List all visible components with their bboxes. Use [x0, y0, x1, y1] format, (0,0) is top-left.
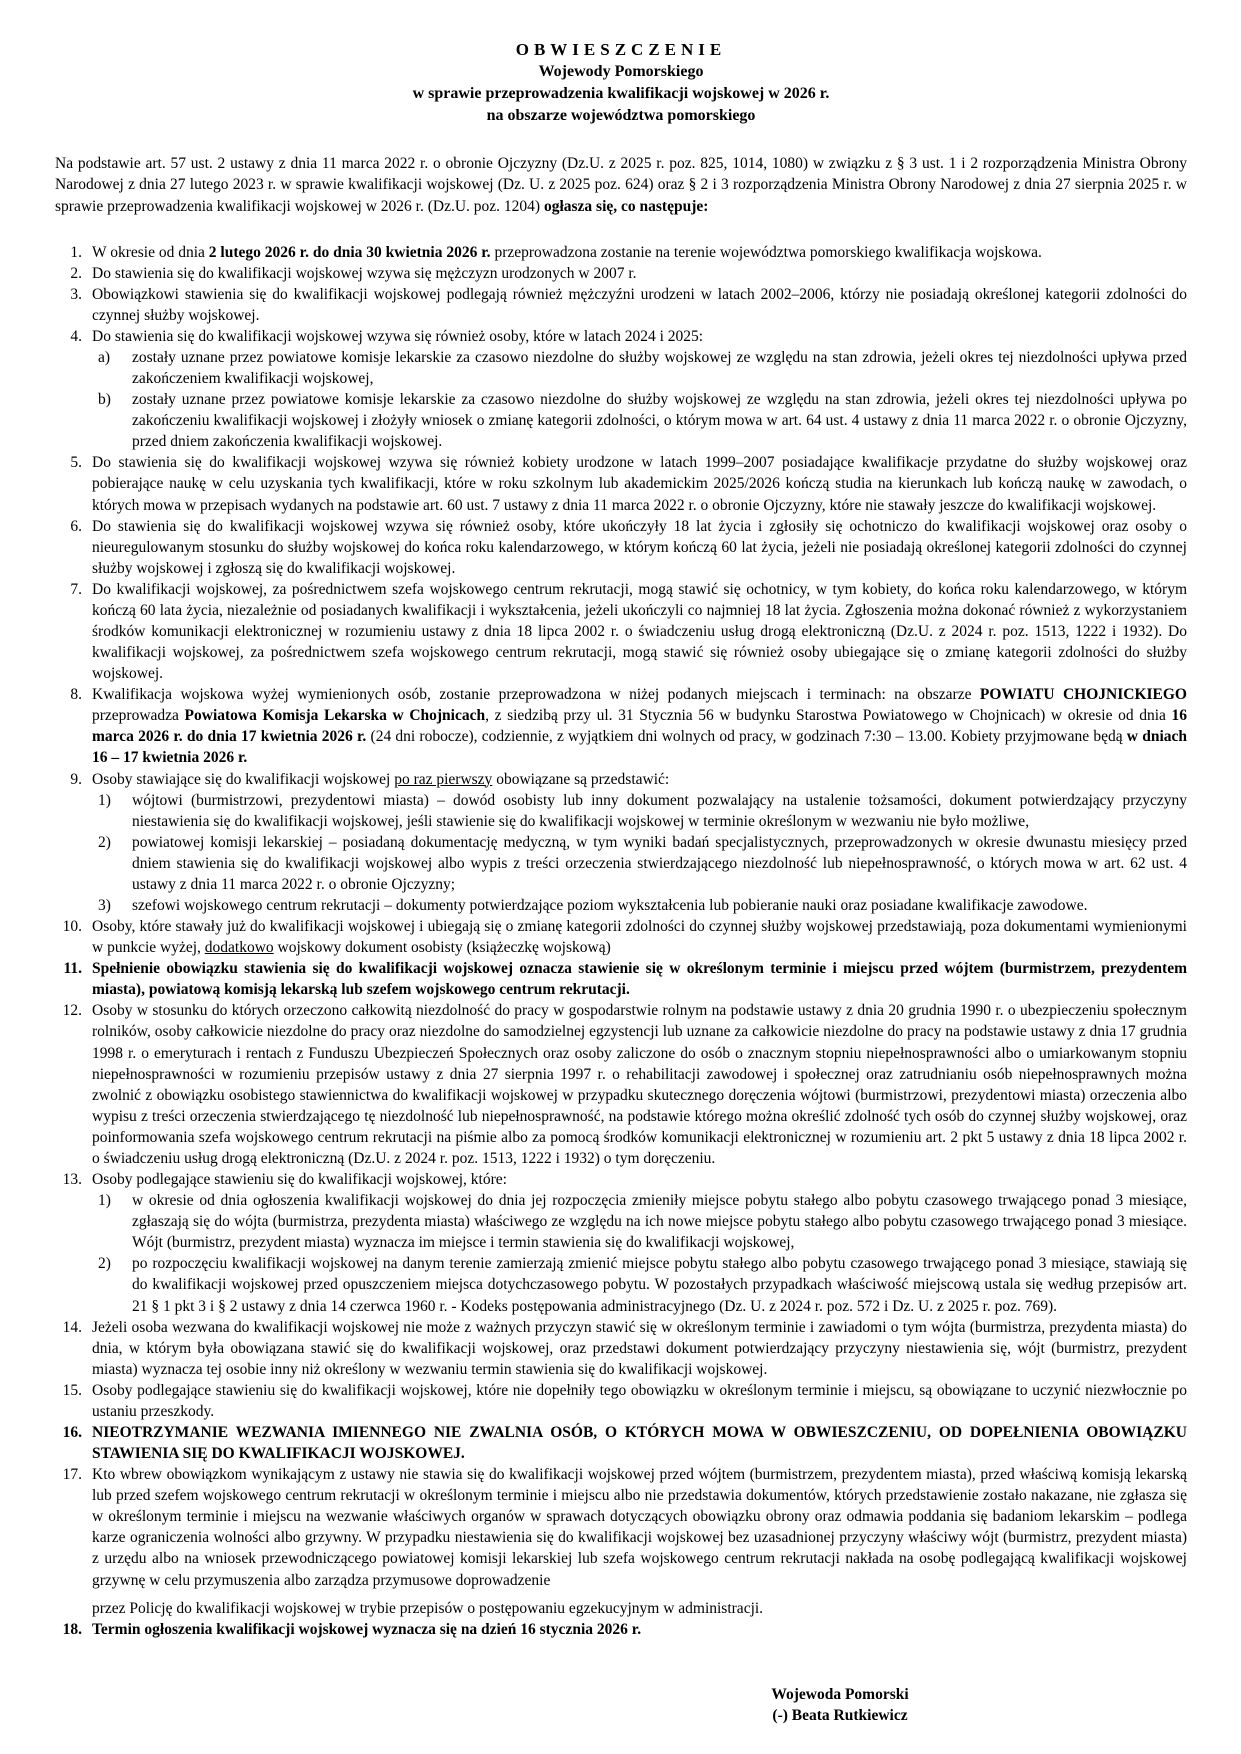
- document-subtitle-subject: w sprawie przeprowadzenia kwalifikacji wojskowej w 2026 r.: [412, 84, 830, 102]
- item-text: Osoby, które stawały już do kwalifikacji wojskowej i ubiegają się o zmianę kategorii zdolności do czynnej służby wojskowej przedstawiają, poza dokumentami wymienionymi w punkcie wyżej, dodatkowo wojskowy dokument osobisty (książeczkę wojskową): [92, 918, 1187, 957]
- item-text: Jeżeli osoba wezwana do kwalifikacji wojskowej nie może z ważnych przyczyn stawić się w określonym terminie i zawiadomi o tym wójta (burmistrza, prezydenta miasta) do dnia, w którym była obowiązana stawić się do kwalifikacji wojskowej, oraz przedstawi dokument potwierdzający przyczyny niestawienia się, wójt (burmistrz, prezydent miasta) wyznacza tej osobie inny niż określony w wezwaniu termin stawienia się do kwalifikacji wojskowej.: [92, 1318, 1187, 1378]
- item-text: Do stawienia się do kwalifikacji wojskowej wzywa się mężczyzn urodzonych w 2007 r.: [92, 264, 637, 282]
- list-item: [55, 516, 1187, 579]
- sub-item-number: b): [98, 391, 111, 409]
- sub-item-text: powiatowej komisji lekarskiej – posiadaną dokumentację medyczną, w tym wyniki badań specjalistycznych, przeprowadzonych w okresie dwunastu miesięcy przed dniem stawienia się do kwalifikacji wojskowej albo wypis z treści orzeczenia stwierdzającego niezdolność lub niepełnosprawność, o których mowa w art. 62 ust. 4 ustawy z dnia 11 marca 2022 r. o obronie Ojczyzny;: [132, 833, 1187, 893]
- item-number: 3.: [70, 285, 82, 303]
- item-number: 15.: [62, 1381, 82, 1399]
- sub-item: [92, 1253, 1187, 1316]
- sub-item-number: 2): [98, 833, 111, 851]
- item-number: 5.: [70, 454, 82, 472]
- list-item: [55, 769, 1187, 917]
- list-item: [55, 684, 1187, 768]
- sub-item: [92, 1190, 1187, 1253]
- item-number: 4.: [70, 327, 82, 345]
- item-number: 1.: [70, 243, 82, 261]
- item-text: Osoby stawiające się do kwalifikacji wojskowej po raz pierwszy obowiązane są przedstawić:: [92, 770, 670, 788]
- sub-item-text: zostały uznane przez powiatowe komisje lekarskie za czasowo niezdolne do służby wojskowej ze względu na stan zdrowia, jeżeli okres tej niezdolności upływa przed zakończeniem kwalifikacji wojskowej,: [132, 348, 1187, 388]
- list-item: [55, 579, 1187, 684]
- item-text: Do stawienia się do kwalifikacji wojskowej wzywa się również osoby, które ukończyły 18 lat życia i zgłosiły się ochotniczo do kwalifikacji wojskowej oraz osoby o nieuregulowanym stosunku do służby wojskowej do końca roku kalendarzowego, w którym kończą 60 lat życia, jeżeli nie posiadają określonej kategorii zdolności do czynnej służby wojskowej i zgłoszą się do kwalifikacji wojskowej.: [92, 517, 1187, 577]
- document-subtitle-area: na obszarze województwa pomorskiego: [486, 106, 756, 124]
- item-text: Osoby w stosunku do których orzeczono całkowitą niezdolność do pracy w gospodarstwie rolnym na podstawie ustawy z dnia 20 grudnia 1990 r. o ubezpieczeniu społecznym rolników, osoby całkowicie niezdolne do pracy oraz niezdolne do samodzielnej egzystencji lub uznane za całkowicie niezdolne do pracy na podstawie ustawy z dnia 17 grudnia 1998 r. o emeryturach i rentach z Funduszu Ubezpieczeń Społecznych oraz osoby zaliczone do osób o znacznym stopniu niepełnosprawności albo o umiarkowanym stopniu niepełnosprawności w rozumieniu przepisów ustawy z dnia 27 sierpnia 1997 r. o rehabilitacji zawodowej i społecznej oraz zatrudnianiu osób niepełnosprawnych można zwolnić z obowiązku osobistego stawiennictwa do kwalifikacji wojskowej w przypadku skutecznego doręczenia wójtowi (burmistrzowi, prezydentowi miasta) orzeczenia albo wypisu z treści orzeczenia stwierdzającego tę niezdolność lub niepełnosprawność, na podstawie którego można określić zdolność tych osób do czynnej służby wojskowej, oraz poinformowania szefa wojskowego centrum rekrutacji na piśmie albo za pomocą środków komunikacji elektronicznej w rozumieniu art. 2 pkt 5 ustawy z dnia 18 lipca 2002 r. o świadczeniu usług drogą elektroniczną (Dz.U. z 2024 r. poz. 1513, 1222 i 1932) o tym doręczeniu.: [92, 1002, 1187, 1167]
- sub-item-number: 1): [98, 1192, 111, 1210]
- item-number: 16.: [62, 1423, 82, 1441]
- item-number: 12.: [62, 1002, 82, 1020]
- item-text: Do stawienia się do kwalifikacji wojskowej wzywa się również osoby, które w latach 2024 i 2025:: [92, 327, 704, 345]
- item-text: Osoby podlegające stawieniu się do kwalifikacji wojskowej, które nie dopełniły tego obowiązku w określonym terminie i miejscu, są obowiązane to uczynić niezwłocznie po ustaniu przeszkody.: [92, 1381, 1187, 1420]
- document-title: OBWIESZCZENIE: [515, 40, 727, 59]
- list-item: [55, 284, 1187, 326]
- item-number: 9.: [70, 770, 82, 788]
- sub-item: [92, 389, 1187, 452]
- list-item: [55, 452, 1187, 515]
- sub-item: [92, 832, 1187, 895]
- list-item: [55, 1619, 1187, 1640]
- item-text: Do stawienia się do kwalifikacji wojskowej wzywa się również kobiety urodzone w latach 1999–2007 posiadające kwalifikacje przydatne do służby wojskowej oraz pobierające naukę w celu uzyskania tych kwalifikacji, które w roku szkolnym lub akademickim 2025/2026 kończą studia na kierunkach lub kończą naukę w zawodach, o których mowa w przepisach wydanych na podstawie art. 60 ust. 7 ustawy z dnia 11 marca 2022 r. o obronie Ojczyzny, które nie stawały jeszcze do kwalifikacji wojskowej.: [92, 454, 1187, 514]
- sub-item-text: szefowi wojskowego centrum rekrutacji – dokumenty potwierdzające poziom wykształcenia lub pobieranie nauki oraz posiadane kwalifikacje zawodowe.: [132, 897, 1088, 915]
- item-number: 2.: [70, 264, 82, 282]
- signature-block: [695, 1684, 985, 1726]
- sub-item-number: a): [98, 348, 111, 366]
- list-item: [55, 916, 1187, 958]
- item-number: 10.: [62, 918, 82, 936]
- document-header: [55, 38, 1187, 126]
- list-item: [55, 242, 1187, 263]
- item-text: NIEOTRZYMANIE WEZWANIA IMIENNEGO NIE ZWALNIA OSÓB, O KTÓRYCH MOWA W OBWIESZCZENIU, OD DOPEŁNIENIA OBOWIĄZKU STAWIENIA SIĘ DO KWALIFIKACJI WOJSKOWEJ.: [92, 1423, 1187, 1463]
- list-item: [55, 326, 1187, 452]
- list-item: [55, 958, 1187, 1000]
- sub-item-text: w okresie od dnia ogłoszenia kwalifikacji wojskowej do dnia jej rozpoczęcia zmieniły miejsce pobytu stałego albo pobytu czasowego trwającego ponad 3 miesiące, zgłaszają się do wójta (burmistrza, prezydenta miasta) właściwego ze względu na ich nowe miejsce pobytu stałego albo pobytu czasowego trwającego ponad 3 miesiące. Wójt (burmistrz, prezydent miasta) wyznacza im miejsce i termin stawienia się do kwalifikacji wojskowej,: [132, 1192, 1187, 1252]
- item-text: Termin ogłoszenia kwalifikacji wojskowej wyznacza się na dzień 16 stycznia 2026 r.: [92, 1620, 642, 1638]
- list-item: [55, 1380, 1187, 1422]
- signature-name: (-) Beata Rutkiewicz: [772, 1706, 908, 1724]
- intro-paragraph: Na podstawie art. 57 ust. 2 ustawy z dnia 11 marca 2022 r. o obronie Ojczyzny (Dz.U. z 2025 r. poz. 825, 1014, 1080) w związku z § 3 ust. 1 i 2 rozporządzenia Ministra Obrony Narodowej z dnia 27 lutego 2023 r. w sprawie kwalifikacji wojskowej (Dz. U. z 2025 poz. 624) oraz § 2 i 3 rozporządzenia Ministra Obrony Narodowej z dnia 27 sierpnia 2025 r. w sprawie przeprowadzenia kwalifikacji wojskowej w 2026 r. (Dz.U. poz. 1204) ogłasza się, co następuje:: [55, 155, 1187, 215]
- item-number: 6.: [70, 517, 82, 535]
- item-text: Obowiązkowi stawienia się do kwalifikacji wojskowej podlegają również mężczyźni urodzeni w latach 2002–2006, którzy nie posiadają określonej kategorii zdolności do czynnej służby wojskowej.: [92, 285, 1187, 324]
- sub-item-number: 3): [98, 897, 111, 915]
- list-item: [55, 1464, 1187, 1619]
- document-subtitle-authority: Wojewody Pomorskiego: [538, 63, 704, 81]
- list-item: [55, 263, 1187, 284]
- sub-item-text: wójtowi (burmistrzowi, prezydentowi miasta) – dowód osobisty lub inny dokument pozwalający na ustalenie tożsamości, dokument potwierdzający przyczyny niestawienia się do kwalifikacji wojskowej, jeśli stawienie się do kwalifikacji wojskowej w terminie określonym w wezwaniu nie było możliwe,: [132, 791, 1187, 830]
- sub-item: [92, 347, 1187, 389]
- list-item: [55, 1000, 1187, 1169]
- numbered-items-list: [55, 242, 1187, 1640]
- item-number: 8.: [70, 686, 82, 704]
- item-text: Do kwalifikacji wojskowej, za pośrednictwem szefa wojskowego centrum rekrutacji, mogą stawić się ochotnicy, w tym kobiety, do końca roku kalendarzowego, w którym kończą 60 lata życia, niezależnie od posiadanych kwalifikacji i wykształcenia, jeżeli ukończyli co najmniej 18 lat życia. Zgłoszenia można dokonać również z wykorzystaniem środków komunikacji elektronicznej w rozumieniu ustawy z dnia 18 lipca 2002 r. o świadczeniu usług drogą elektroniczną (Dz.U. z 2024 r. poz. 1513, 1222 i 1932). Do kwalifikacji wojskowej, za pośrednictwem szefa wojskowego centrum rekrutacji, mogą stawić się również osoby ubiegające się o zmianę kategorii zdolności do służby wojskowej.: [92, 580, 1187, 683]
- item-number: 11.: [63, 960, 82, 978]
- item-text: Kwalifikacja wojskowa wyżej wymienionych osób, zostanie przeprowadzona w niżej podanych miejscach i terminach: na obszarze POWIATU CHOJNICKIEGO przeprowadza Powiatowa Komisja Lekarska w Chojnicach, z siedzibą przy ul. 31 Stycznia 56 w budynku Starostwa Powiatowego w Chojnicach) w okresie od dnia 16 marca 2026 r. do dnia 17 kwietnia 2026 r. (24 dni robocze), codziennie, z wyjątkiem dni wolnych od pracy, w godzinach 7:30 – 13.00. Kobiety przyjmowane będą w dniach 16 – 17 kwietnia 2026 r.: [92, 686, 1188, 767]
- item-number: 17.: [62, 1466, 82, 1484]
- sub-item-text: zostały uznane przez powiatowe komisje lekarskie za czasowo niezdolne do służby wojskowej ze względu na stan zdrowia, jeżeli okres tej niezdolności upływa po zakończeniu kwalifikacji wojskowej i złożyły wniosek o zmianę kategorii zdolności, o którym mowa w art. 64 ust. 4 ustawy z dnia 11 marca 2022 r. o obronie Ojczyzny, przed dniem zakończenia kwalifikacji wojskowej.: [132, 391, 1187, 451]
- item-continuation-text: przez Policję do kwalifikacji wojskowej w trybie przepisów o postępowaniu egzekucyjnym w administracji.: [92, 1599, 764, 1617]
- signature-title: Wojewoda Pomorski: [771, 1685, 909, 1703]
- item-text: Spełnienie obowiązku stawienia się do kwalifikacji wojskowej oznacza stawienie się w określonym terminie i miejscu przed wójtem (burmistrzem, prezydentem miasta), powiatową komisją lekarską lub szefem wojskowego centrum rekrutacji.: [92, 960, 1187, 999]
- item-number: 7.: [70, 580, 82, 598]
- item-number: 13.: [62, 1171, 82, 1189]
- item-number: 14.: [62, 1318, 82, 1336]
- sub-item-number: 1): [98, 791, 111, 809]
- sub-item-text: po rozpoczęciu kwalifikacji wojskowej na danym terenie zamierzają zmienić miejsce pobytu stałego albo pobytu czasowego trwającego ponad 3 miesiące, stawiają się do kwalifikacji wojskowej przed opuszczeniem miejsca dotychczasowego pobytu. W pozostałych przypadkach właściwość miejscową ustala się według przepisów art. 21 § 1 pkt 3 i § 2 ustawy z dnia 14 czerwca 1960 r. - Kodeks postępowania administracyjnego (Dz. U. z 2024 r. poz. 572 i Dz. U. z 2025 r. poz. 769).: [132, 1255, 1187, 1315]
- item-number: 18.: [62, 1620, 82, 1638]
- item-text: Osoby podlegające stawieniu się do kwalifikacji wojskowej, które:: [92, 1171, 507, 1189]
- sub-item-number: 2): [98, 1255, 111, 1273]
- sub-item: [92, 790, 1187, 832]
- item-text: Kto wbrew obowiązkom wynikającym z ustawy nie stawia się do kwalifikacji wojskowej przed wójtem (burmistrzem, prezydentem miasta), przed właściwą komisją lekarską lub przed szefem wojskowego centrum rekrutacji w określonym terminie i miejscu albo nie przedstawia dokumentów, których przedstawienie zostało nakazane, nie zgłasza się w określonym terminie i miejscu na wezwanie właściwych organów w sprawach dotyczących obowiązku obrony oraz odmawia poddania się badaniom lekarskim – podlega karze ograniczenia wolności albo grzywny. W przypadku niestawienia się do kwalifikacji wojskowej bez uzasadnionej przyczyny właściwy wójt (burmistrz, prezydent miasta) z urzędu albo na wniosek przewodniczącego powiatowej komisji lekarskiej lub szefa wojskowego centrum rekrutacji nakłada na osobę podlegającą kwalifikacji wojskowej grzywnę w celu przymuszenia albo zarządza przymusowe doprowadzenie: [92, 1466, 1187, 1589]
- list-item: [55, 1317, 1187, 1380]
- list-item: [55, 1422, 1187, 1464]
- sub-item: [92, 895, 1187, 916]
- item-text: W okresie od dnia 2 lutego 2026 r. do dnia 30 kwietnia 2026 r. przeprowadzona zostanie na terenie województwa pomorskiego kwalifikacja wojskowa.: [92, 243, 1042, 261]
- list-item: [55, 1169, 1187, 1317]
